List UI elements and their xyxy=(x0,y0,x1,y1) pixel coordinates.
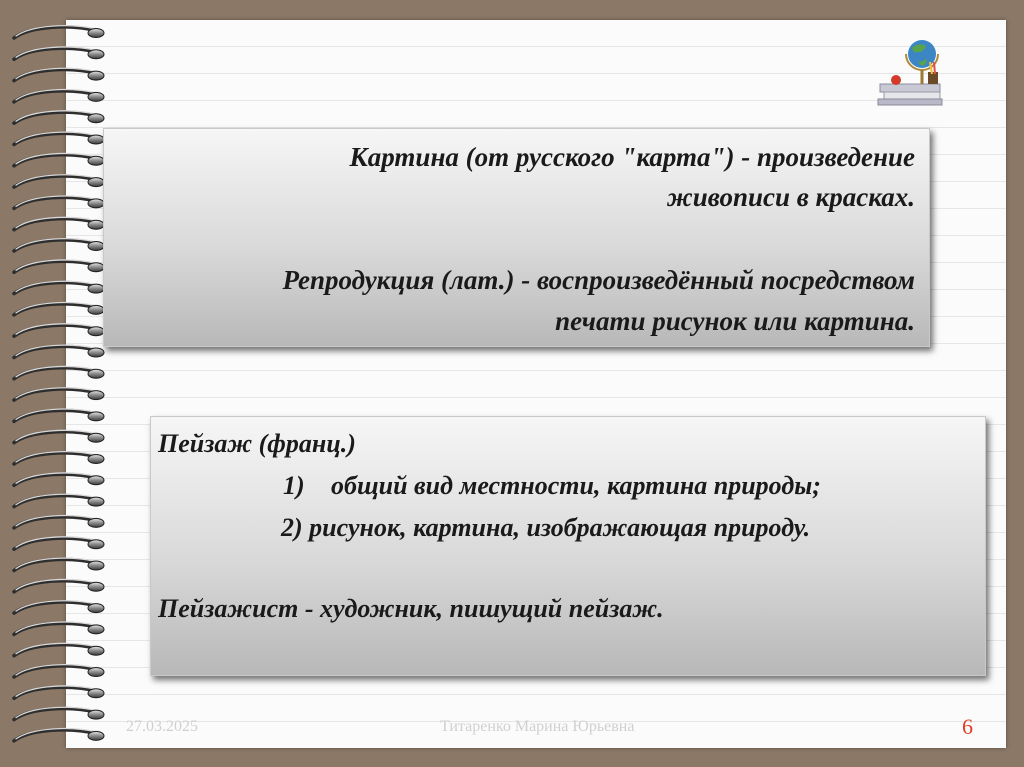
binding-ring xyxy=(14,153,104,165)
binding-ring xyxy=(14,643,104,655)
binding-ring xyxy=(14,707,104,719)
definition-card-2 xyxy=(150,416,986,676)
page-number: 6 xyxy=(962,714,973,739)
binding-ring xyxy=(14,409,104,421)
binding-ring xyxy=(14,132,104,144)
binding-ring xyxy=(14,281,104,293)
binding-ring xyxy=(14,111,104,123)
binding-ring xyxy=(14,452,104,464)
binding-ring xyxy=(14,665,104,677)
definition-reproduction-line1: Репродукция (лат.) - воспроизведённый посредством xyxy=(282,265,915,295)
binding-ring xyxy=(14,622,104,634)
globe-books-icon xyxy=(866,32,956,112)
binding-ring xyxy=(14,388,104,400)
binding-ring xyxy=(14,324,104,336)
definition-painting-line1: Картина (от русского "карта") - произведение xyxy=(349,142,915,172)
binding-ring xyxy=(14,473,104,485)
binding-ring xyxy=(14,430,104,442)
binding-ring xyxy=(14,579,104,591)
footer-author: Титаренко Марина Юрьевна xyxy=(440,718,635,735)
binding-ring xyxy=(14,26,104,38)
binding-ring xyxy=(14,47,104,59)
binding-ring xyxy=(14,601,104,613)
landscape-painter: Пейзажист - художник, пишущий пейзаж. xyxy=(158,594,664,623)
binding-ring xyxy=(14,217,104,229)
binding-ring xyxy=(14,345,104,357)
landscape-item2: 2) рисунок, картина, изображающая природу. xyxy=(281,513,811,542)
binding-ring xyxy=(14,516,104,528)
spiral-binding-icon xyxy=(0,20,120,748)
binding-ring xyxy=(14,558,104,570)
binding-ring xyxy=(14,537,104,549)
binding-ring xyxy=(14,90,104,102)
landscape-title: Пейзаж (франц.) xyxy=(158,429,356,458)
landscape-item1-number: 1) xyxy=(283,471,305,500)
binding-ring xyxy=(14,366,104,378)
definition-card-1 xyxy=(103,128,930,347)
binding-ring xyxy=(14,729,104,741)
binding-ring xyxy=(14,494,104,506)
binding-ring xyxy=(14,303,104,315)
binding-ring xyxy=(14,196,104,208)
definition-painting-line2: живописи в красках. xyxy=(667,182,915,212)
definition-reproduction-line2: печати рисунок или картина. xyxy=(555,306,915,336)
landscape-item1: общий вид местности, картина природы; xyxy=(331,471,821,500)
binding-ring xyxy=(14,175,104,187)
footer-date: 27.03.2025 xyxy=(126,718,198,735)
binding-ring xyxy=(14,239,104,251)
binding-ring xyxy=(14,686,104,698)
binding-ring xyxy=(14,68,104,80)
binding-ring xyxy=(14,260,104,272)
